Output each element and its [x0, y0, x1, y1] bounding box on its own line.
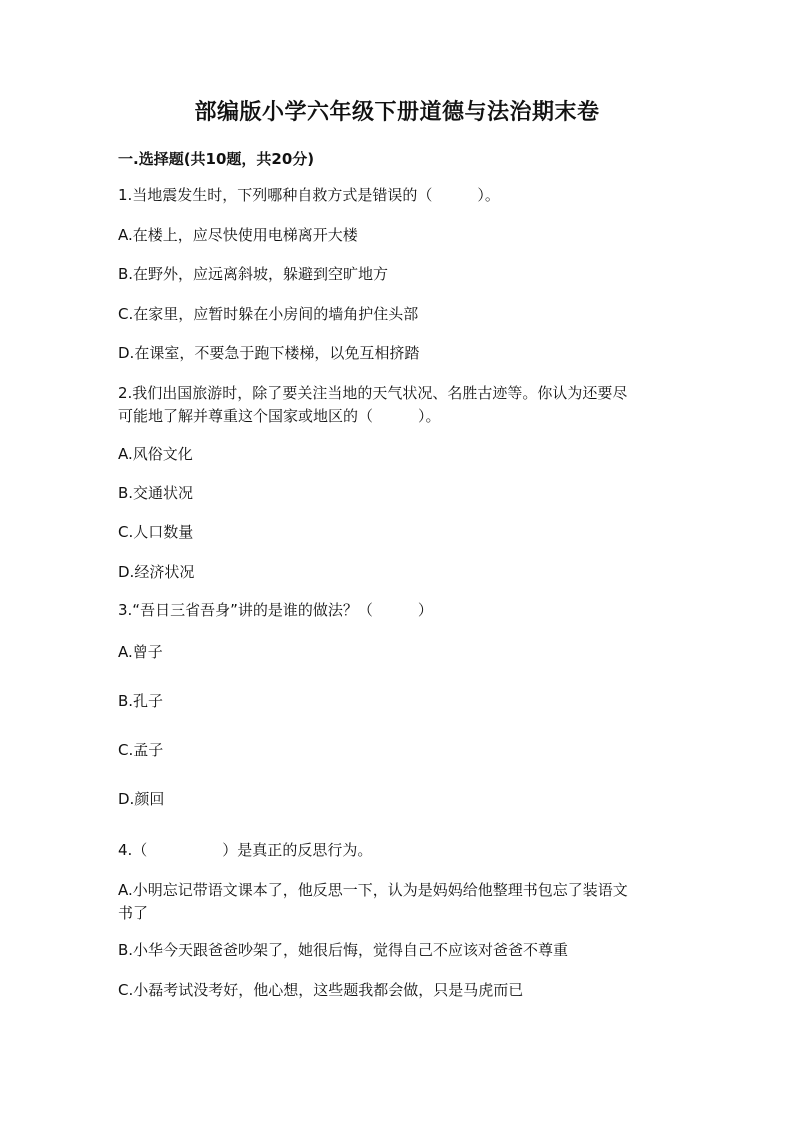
- question-4-option-c: C.小磊考试没考好，他心想，这些题我都会做，只是马虎而已: [118, 981, 524, 999]
- question-4-option-a-line-1: A.小明忘记带语文课本了，他反思一下，认为是妈妈给他整理书包忘了装语文: [118, 881, 628, 899]
- question-2-stem-line-1: 2.我们出国旅游时，除了要关注当地的天气状况、名胜古迹等。你认为还要尽: [118, 384, 628, 402]
- question-1-option-a: A.在楼上，应尽快使用电梯离开大楼: [118, 226, 358, 244]
- question-2-option-c: C.人口数量: [118, 523, 194, 541]
- question-1-stem: 1.当地震发生时，下列哪种自救方式是错误的（ ）。: [118, 186, 500, 204]
- question-1-option-d: D.在课室，不要急于跑下楼梯，以免互相挤踏: [118, 344, 420, 362]
- question-3-option-c: C.孟子: [118, 741, 164, 759]
- question-4-option-b: B.小华今天跟爸爸吵架了，她很后悔，觉得自己不应该对爸爸不尊重: [118, 941, 569, 959]
- question-3-option-d: D.颜回: [118, 790, 165, 808]
- section-heading-choice: 一.选择题(共10题，共20分): [118, 150, 315, 168]
- question-4-option-a-line-2: 书了: [118, 904, 149, 922]
- question-3-stem: 3.“吾日三省吾身”讲的是谁的做法？（ ）: [118, 601, 433, 619]
- question-2-option-a: A.风俗文化: [118, 445, 193, 463]
- question-1-option-c: C.在家里，应暂时躲在小房间的墙角护住头部: [118, 305, 419, 323]
- exam-title: 部编版小学六年级下册道德与法治期末卷: [194, 99, 600, 125]
- question-2-stem-line-2: 可能地了解并尊重这个国家或地区的（ ）。: [118, 407, 441, 425]
- question-4-stem: 4.（ ）是真正的反思行为。: [118, 841, 373, 859]
- question-2-option-b: B.交通状况: [118, 484, 194, 502]
- question-1-option-b: B.在野外，应远离斜坡，躲避到空旷地方: [118, 265, 389, 283]
- question-3-option-b: B.孔子: [118, 692, 164, 710]
- question-2-option-d: D.经济状况: [118, 563, 195, 581]
- question-3-option-a: A.曾子: [118, 643, 163, 661]
